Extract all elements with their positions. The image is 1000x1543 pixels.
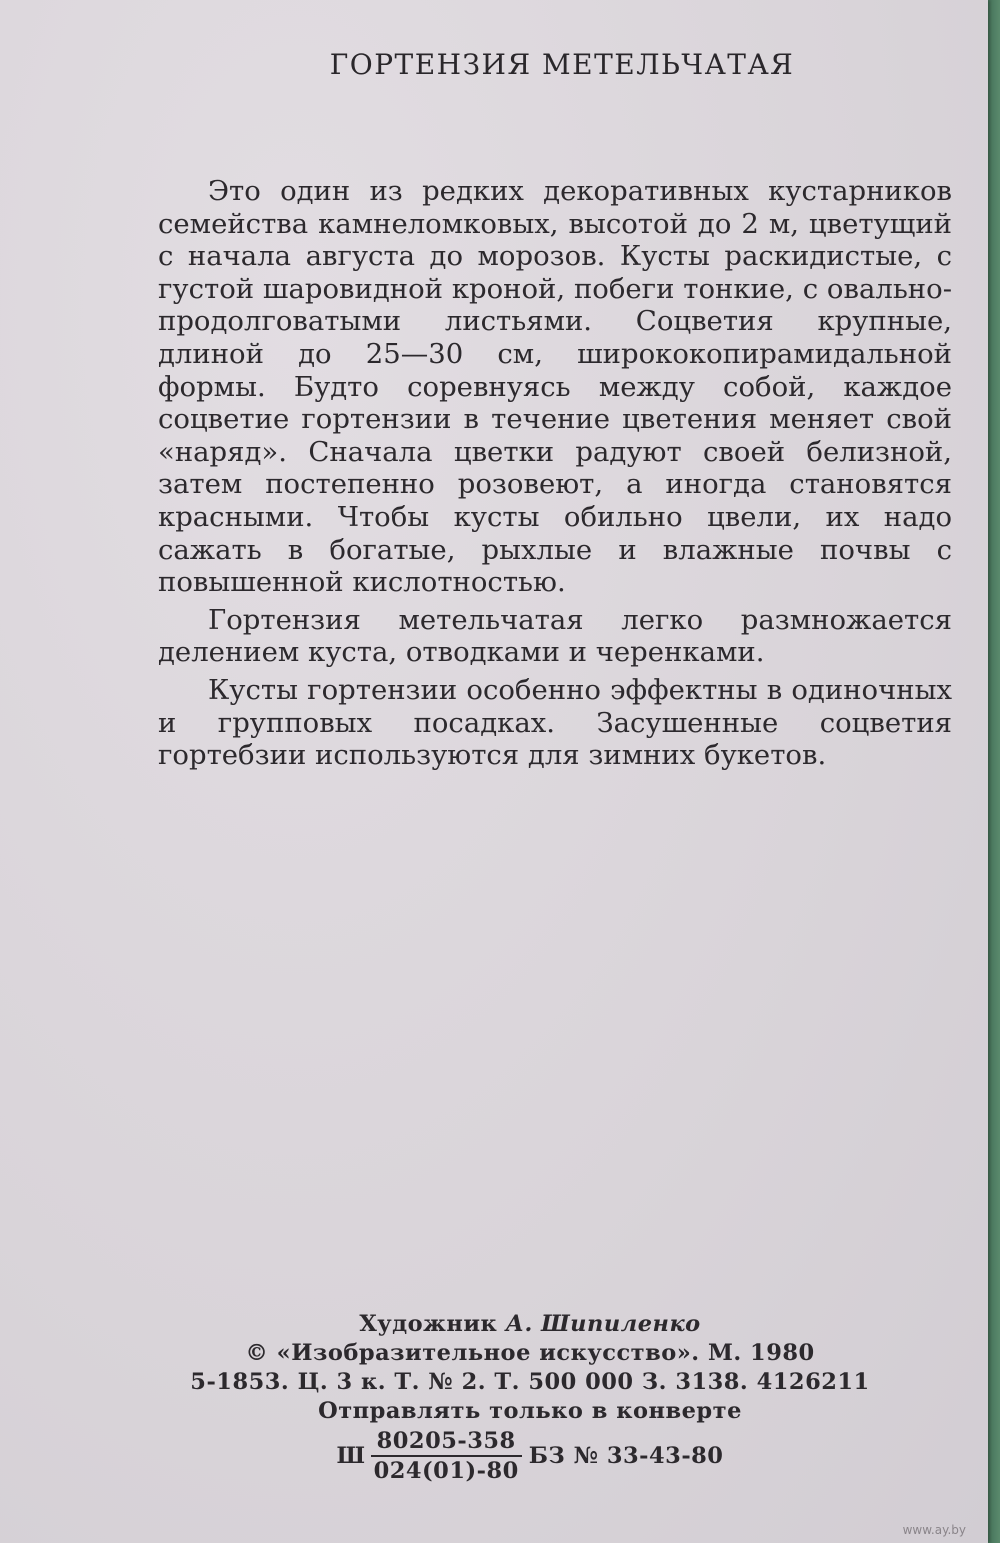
catalog-code [140, 1426, 920, 1486]
code-prefix: Ш [336, 1442, 366, 1469]
artist-label: Художник [359, 1311, 498, 1337]
paragraph-usage: Кусты гортензии особенно эффектны в одиночных и групповых посадках. Засушенные соцветия гортебзии используются для зимних букетов. [158, 673, 952, 772]
imprint-block [140, 1310, 920, 1486]
publisher-line: © «Изобразительное искусство». М. 1980 [245, 1340, 815, 1366]
description-text [158, 175, 952, 777]
artist-line [140, 1310, 920, 1339]
mail-note-line: Отправлять только в конверте [318, 1398, 742, 1424]
code-denominator: 024(01)-80 [373, 1458, 519, 1484]
watermark: www.ay.by [902, 1523, 966, 1537]
artist-name: А. Шипиленко [505, 1311, 701, 1337]
page-title: ГОРТЕНЗИЯ МЕТЕЛЬЧАТАЯ [329, 48, 795, 81]
code-suffix: БЗ № 33-43-80 [528, 1442, 724, 1469]
paragraph-description: Это один из редких декоративных кустарников семейства камнеломковых, высотой до 2 м, цветущий с начала августа до морозов. Кусты раскидистые, с густой шаровидной кроной, побеги тонкие, с овально-продолговатыми листьями. Соцветия крупные, длиной до 25—30 см, ширококопирамидальной формы. Будто соревнуясь между собой, каждое соцветие гортензии в течение цветения меняет свой «наряд». Сначала цветки радуют своей белизной, затем постепенно розовеют, а иногда становятся красными. Чтобы кусты обильно цвели, их надо сажать в богатые, рыхлые и влажные почвы с повышенной кислотностью. [158, 175, 952, 599]
paragraph-propagation: Гортензия метельчатая легко размножается делением куста, отводками и черенками. [158, 603, 952, 669]
print-info-line: 5-1853. Ц. 3 к. Т. № 2. Т. 500 000 З. 3138. 4126211 [190, 1369, 870, 1395]
code-numerator: 80205-358 [371, 1427, 522, 1457]
code-fraction [368, 1427, 525, 1485]
